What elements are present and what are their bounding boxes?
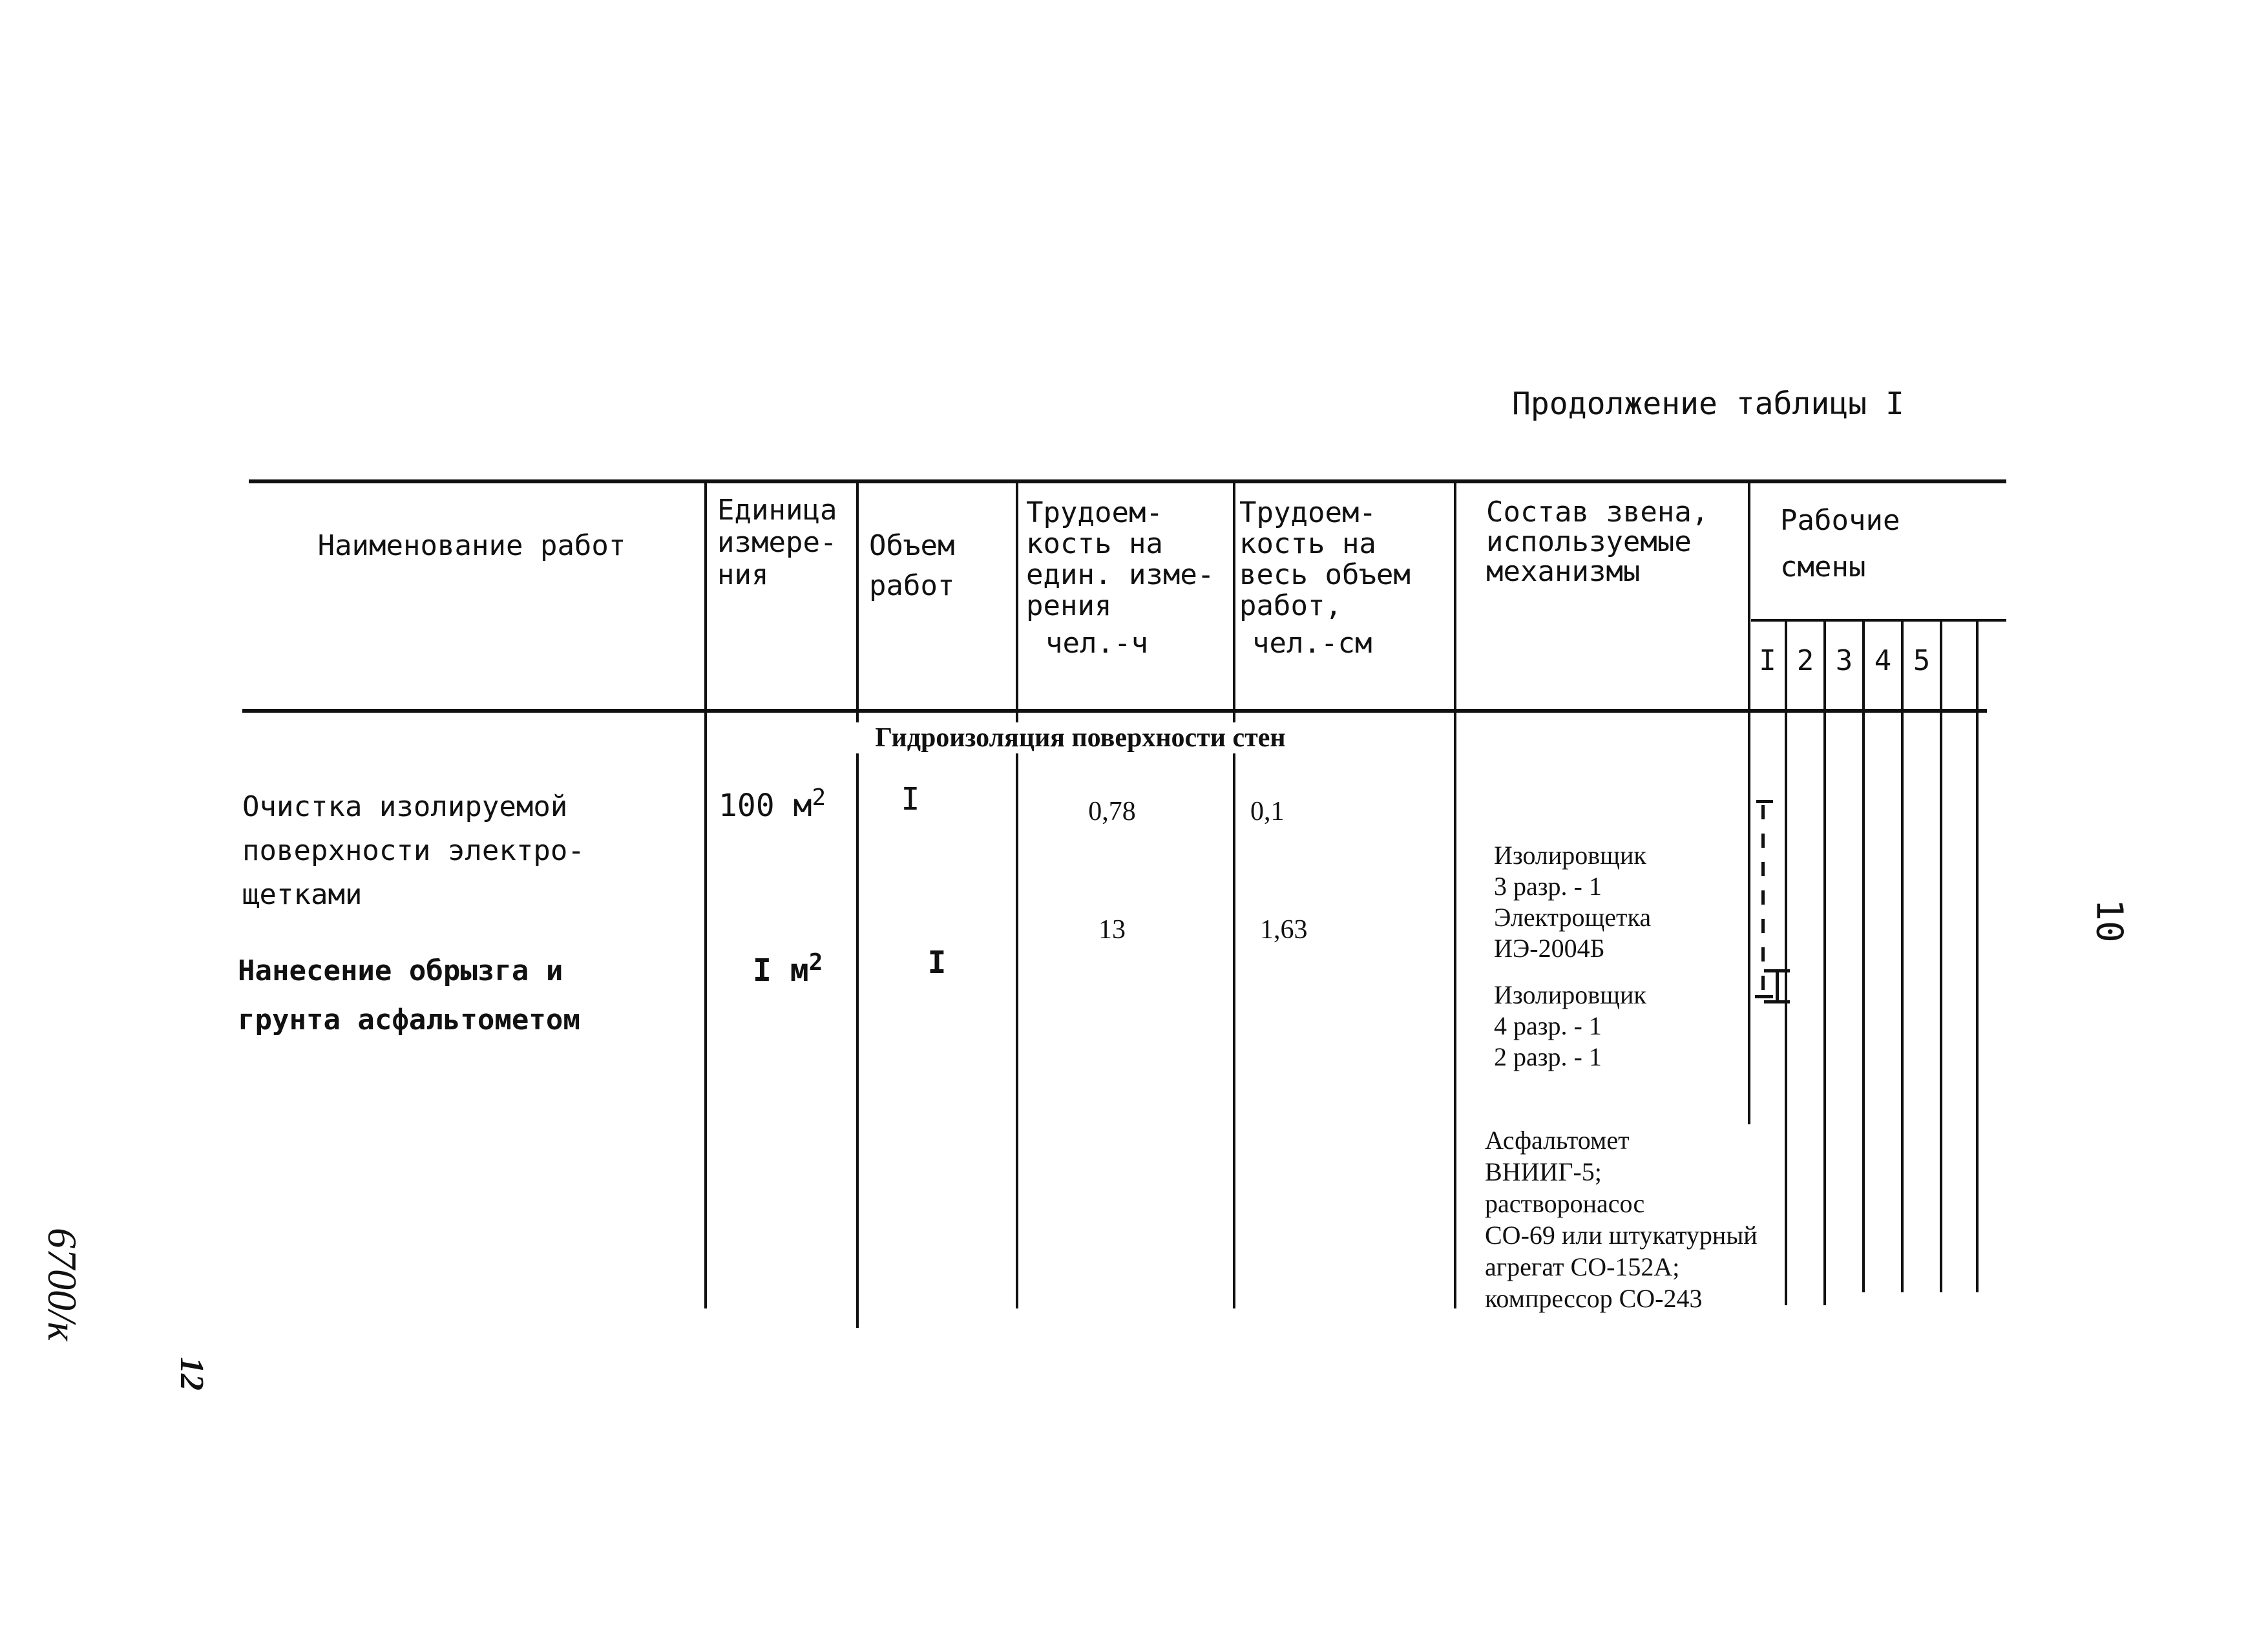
crew-line: 3 разр. - 1 [1494,872,1602,901]
row-2-name [238,947,580,1045]
header-labor-unit-uom: чел.-ч [1045,627,1148,660]
shift-number: 5 [1913,644,1931,677]
row-2-name-line: грунта асфальтометом [238,1003,580,1036]
row-2-name-line: Нанесение обрызга и [238,954,563,987]
header-volume [869,530,954,602]
header-crew-line: используемые [1486,525,1692,558]
table-top-rule [249,479,2006,483]
header-labor-unit-line: рения [1026,589,1112,622]
doc-code-mark: 6700/к [39,1228,85,1341]
crew-line: Электрощетка [1494,903,1652,932]
header-unit-line: ния [717,558,769,591]
header-unit [717,494,837,591]
header-labor-total [1239,498,1411,659]
row-2-unit-text: I м [753,952,809,989]
header-shifts [1780,498,1900,591]
col-rule-unit [704,481,707,1308]
row-1-unit [719,782,826,822]
header-labor-unit [1026,498,1214,659]
crew-line: ИЭ-2004Б [1494,934,1605,963]
col-rule-labor-total [1233,481,1235,1308]
crew-line: 4 разр. - 1 [1494,1011,1602,1040]
header-labor-unit-line: кость на [1026,527,1163,560]
header-volume-line: Объем [869,529,955,562]
section-title: Гидроизоляция поверхности стен [707,722,1454,753]
crew-line: Изолировщик [1494,980,1646,1009]
row-1-name [242,785,585,917]
header-labor-total-line: весь объем [1239,558,1411,591]
shift-number: I [1759,644,1776,677]
col-rule-shift-4 [1862,620,1865,1292]
crew-text-mechanisms [1485,1124,1764,1314]
col-rule-labor-unit [1016,481,1018,1308]
row-1-labor-unit: 0,78 [1088,797,1136,826]
shift-number: 4 [1874,644,1892,677]
header-shifts-line: смены [1780,551,1866,583]
header-volume-line: работ [869,569,955,602]
header-labor-total-line: работ, [1239,589,1342,622]
header-crew-line: механизмы [1486,555,1641,588]
header-labor-unit-line: Трудоем- [1026,496,1163,529]
col-rule-crew [1454,481,1456,1308]
shift-number: 2 [1796,644,1814,677]
crew-line: Асфальтомет [1485,1126,1630,1155]
page-small-mark: 12 [173,1357,210,1391]
row-2-unit [753,947,823,987]
col-rule-volume [856,481,859,1328]
row-2-labor-unit: 13 [1098,915,1126,945]
header-labor-total-line: кость на [1239,527,1376,560]
crew-line: компрессор СО-243 [1485,1284,1703,1313]
shift-number: 3 [1835,644,1853,677]
row-1-name-line: щетками [242,878,362,911]
col-rule-shift-5 [1901,620,1904,1292]
header-name-of-work: Наименование работ [317,529,626,562]
crew-line: 2 разр. - 1 [1494,1042,1602,1071]
row-1-name-line: поверхности электро- [242,834,585,867]
row-1-unit-text: 100 м [719,788,812,824]
header-labor-unit-line: един. изме- [1026,558,1215,591]
col-rule-shift-end [1976,620,1979,1292]
header-labor-total-line: Трудоем- [1239,496,1376,529]
header-crew-line: Состав звена, [1486,496,1709,529]
row-1-labor-total: 0,1 [1250,797,1285,826]
row-2-labor-total: 1,63 [1260,915,1308,945]
shifts-sub-rule [1751,619,2006,622]
continuation-title: Продолжение таблицы I [1512,386,1904,422]
crew-line: агрегат СО-152А; [1485,1252,1680,1281]
header-unit-line: измере- [717,526,837,559]
col-rule-shift-3 [1823,620,1826,1305]
col-rule-shift-6 [1940,620,1942,1292]
crew-line: СО-69 или штукатурный [1485,1221,1758,1250]
crew-line: растворонасос [1485,1189,1645,1218]
col-rule-shift-2 [1785,620,1787,1305]
row-2-unit-sup: 2 [808,949,823,976]
header-crew [1486,498,1708,587]
page-number: 10 [2088,899,2130,943]
crew-line: ВНИИГ-5; [1485,1157,1602,1186]
header-bottom-rule [242,709,1987,713]
row-2-volume: I [927,945,947,981]
header-shifts-line: Рабочие [1780,504,1900,537]
row-1-unit-sup: 2 [812,784,826,811]
header-labor-total-uom: чел.-см [1252,627,1372,660]
row-1-volume: I [901,781,920,817]
header-unit-line: Единица [717,494,837,527]
crew-text [1494,840,1651,1073]
row-1-name-line: Очистка изолируемой [242,790,568,823]
crew-line: Изолировщик [1494,841,1646,870]
